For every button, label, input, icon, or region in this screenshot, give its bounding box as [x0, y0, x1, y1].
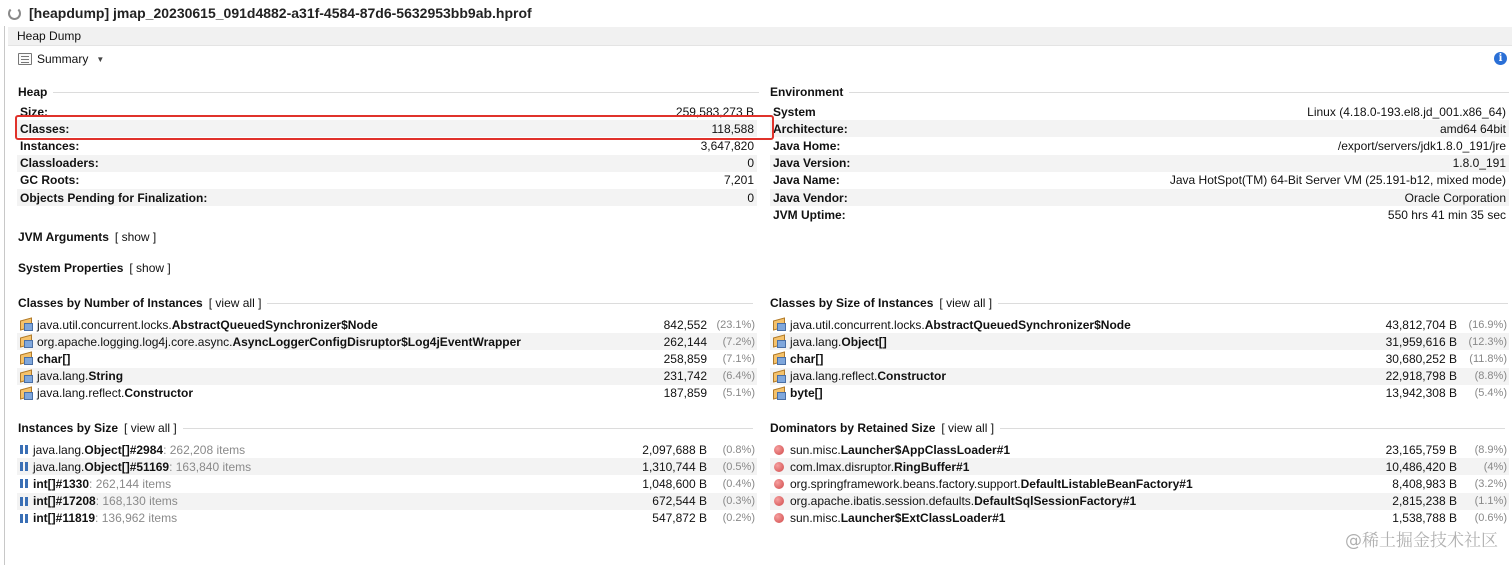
kv-key: GC Roots:	[20, 173, 80, 188]
left-border	[4, 26, 5, 565]
system-properties-title: System Properties	[18, 261, 124, 275]
list-item[interactable]	[17, 316, 757, 333]
instances-by-size-title: Instances by Size	[18, 421, 119, 435]
item-class: Constructor	[877, 369, 947, 384]
item-package: java.lang.reflect.	[37, 386, 125, 401]
item-class: byte[]	[790, 386, 823, 401]
list-item[interactable]	[770, 350, 1509, 367]
classes-by-instances-view-all-link[interactable]: [ view all ]	[208, 296, 262, 310]
instance-icon	[19, 478, 30, 489]
kv-row	[770, 103, 1509, 120]
kv-value: amd64 64bit	[1439, 121, 1506, 136]
item-value: 187,859	[663, 386, 707, 401]
item-name[interactable]	[770, 460, 969, 474]
item-value: 31,959,616 B	[1385, 334, 1457, 349]
item-value: 2,815,238 B	[1392, 494, 1457, 509]
item-count: : 262,208 items	[163, 442, 246, 457]
item-count: : 168,130 items	[95, 494, 178, 509]
kv-row	[770, 155, 1509, 172]
item-value: 13,942,308 B	[1385, 386, 1457, 401]
item-package: sun.misc.	[790, 442, 841, 457]
kv-value: 259,583,273 B	[675, 104, 754, 119]
classes-by-instances-section	[18, 296, 753, 310]
kv-key: Java Version:	[773, 156, 851, 171]
item-class: DefaultListableBeanFactory#1	[1020, 476, 1193, 491]
item-package: org.apache.logging.log4j.core.async.	[37, 334, 233, 349]
environment-title-text: Environment	[770, 85, 844, 99]
divider	[1000, 428, 1505, 429]
item-name[interactable]	[17, 386, 193, 400]
info-icon[interactable]: i	[1494, 52, 1507, 65]
classes-by-size-view-all-link[interactable]: [ view all ]	[939, 296, 993, 310]
item-value: 231,742	[663, 369, 707, 384]
item-value: 672,544 B	[652, 494, 707, 509]
kv-key: Instances:	[20, 138, 80, 153]
item-class: int[]#17208	[33, 494, 96, 509]
toolbar	[8, 48, 1512, 70]
item-percent: (3.2%)	[1474, 477, 1507, 490]
item-percent: (0.6%)	[1474, 512, 1507, 525]
item-name[interactable]	[770, 352, 823, 366]
kv-row	[770, 120, 1509, 137]
kv-key: Architecture:	[773, 121, 848, 136]
item-value: 547,872 B	[652, 511, 707, 526]
list-item[interactable]	[770, 475, 1509, 492]
kv-row	[770, 137, 1509, 154]
kv-row	[17, 189, 757, 206]
instances-by-size-section	[18, 421, 753, 435]
instance-icon	[19, 513, 30, 524]
kv-value: Linux (4.18.0-193.el8.jd_001.x86_64)	[1307, 104, 1506, 119]
list-item[interactable]	[770, 385, 1509, 402]
item-name[interactable]	[770, 443, 1010, 457]
divider	[267, 303, 753, 304]
kv-key: Classloaders:	[20, 156, 99, 171]
item-class: Launcher$AppClassLoader#1	[840, 442, 1011, 457]
item-package: sun.misc.	[790, 511, 841, 526]
item-name[interactable]	[770, 494, 1136, 508]
divider	[183, 428, 753, 429]
item-percent: (8.9%)	[1474, 443, 1507, 456]
item-class: char[]	[790, 351, 824, 366]
item-percent: (16.9%)	[1468, 318, 1507, 331]
item-name[interactable]	[17, 369, 123, 383]
item-name[interactable]	[17, 511, 177, 525]
item-count: : 262,144 items	[89, 476, 172, 491]
kv-value: 7,201	[723, 173, 754, 188]
class-icon	[19, 352, 33, 365]
class-icon	[19, 370, 33, 383]
instance-icon	[19, 444, 30, 455]
kv-value: Oracle Corporation	[1404, 190, 1506, 205]
item-package: java.lang.	[790, 334, 842, 349]
list-item[interactable]	[770, 493, 1509, 510]
item-class: int[]#1330	[33, 476, 90, 491]
item-percent: (11.8%)	[1469, 352, 1507, 365]
item-percent: (12.3%)	[1468, 335, 1507, 348]
instances-by-size-view-all-link[interactable]: [ view all ]	[124, 421, 177, 435]
item-percent: (0.3%)	[722, 495, 755, 508]
divider	[849, 92, 1509, 93]
item-package: java.lang.	[33, 442, 85, 457]
item-percent: (0.4%)	[722, 477, 755, 490]
item-name[interactable]	[770, 477, 1193, 491]
list-item[interactable]	[17, 441, 757, 458]
item-class: Object[]#2984	[84, 442, 164, 457]
item-package: java.lang.	[37, 369, 89, 384]
item-package: java.util.concurrent.locks.	[37, 317, 172, 332]
item-package: java.util.concurrent.locks.	[790, 317, 925, 332]
item-class: AbstractQueuedSynchronizer$Node	[171, 317, 378, 332]
item-name[interactable]	[17, 494, 178, 508]
classes-by-size-title: Classes by Size of Instances	[770, 296, 934, 310]
item-percent: (7.2%)	[722, 335, 755, 348]
kv-key: Java Vendor:	[773, 190, 848, 205]
loading-spinner-icon	[8, 7, 21, 20]
class-icon	[19, 335, 33, 348]
item-class: AbstractQueuedSynchronizer$Node	[924, 317, 1131, 332]
kv-value: 118,588	[711, 121, 754, 136]
highlight-box	[15, 115, 774, 140]
class-icon	[19, 387, 33, 400]
item-percent: (0.5%)	[722, 460, 755, 473]
item-name[interactable]	[17, 352, 70, 366]
kv-row	[17, 172, 757, 189]
heap-title-text: Heap	[18, 85, 48, 99]
item-package: java.lang.reflect.	[790, 369, 878, 384]
item-value: 258,859	[663, 351, 707, 366]
item-name[interactable]	[17, 335, 521, 349]
item-value: 2,097,688 B	[642, 442, 707, 457]
item-class: RingBuffer#1	[894, 459, 970, 474]
list-item[interactable]	[17, 458, 757, 475]
item-percent: (6.4%)	[722, 370, 755, 383]
instance-icon	[19, 461, 30, 472]
kv-row	[770, 206, 1509, 223]
window-title: [heapdump] jmap_20230615_091d4882-a31f-4584-87d6-5632953bb9ab.hprof	[29, 5, 532, 21]
list-item[interactable]	[770, 368, 1509, 385]
list-item[interactable]	[770, 316, 1509, 333]
kv-value: Java HotSpot(TM) 64-Bit Server VM (25.191-b12, mixed mode)	[1169, 173, 1506, 188]
class-icon	[772, 387, 786, 400]
kv-key: Objects Pending for Finalization:	[20, 190, 208, 205]
divider	[53, 92, 759, 93]
list-item[interactable]	[770, 510, 1509, 527]
summary-icon	[18, 53, 32, 65]
kv-row	[17, 155, 757, 172]
item-value: 8,408,983 B	[1392, 476, 1457, 491]
item-value: 1,310,744 B	[642, 459, 707, 474]
kv-value: /export/servers/jdk1.8.0_191/jre	[1337, 138, 1506, 153]
object-icon	[774, 462, 784, 472]
item-name[interactable]	[770, 386, 823, 400]
item-value: 30,680,252 B	[1385, 351, 1457, 366]
kv-row	[770, 172, 1509, 189]
list-item[interactable]	[770, 333, 1509, 350]
divider	[998, 303, 1508, 304]
item-class: String	[88, 369, 124, 384]
kv-key: Java Home:	[773, 138, 841, 153]
item-value: 842,552	[663, 317, 707, 332]
jvm-arguments-section	[18, 230, 156, 244]
class-icon	[19, 318, 33, 331]
item-name[interactable]	[17, 460, 251, 474]
item-percent: (0.8%)	[722, 443, 755, 456]
item-percent: (7.1%)	[722, 352, 755, 365]
item-class: Constructor	[124, 386, 194, 401]
item-package: java.lang.	[33, 459, 85, 474]
kv-key: JVM Uptime:	[773, 207, 846, 222]
kv-key: System	[773, 104, 816, 119]
item-name[interactable]	[770, 335, 887, 349]
item-value: 22,918,798 B	[1385, 369, 1457, 384]
item-package: com.lmax.disruptor.	[790, 459, 895, 474]
object-icon	[774, 496, 784, 506]
list-item[interactable]	[770, 458, 1509, 475]
item-value: 1,538,788 B	[1392, 511, 1457, 526]
item-class: DefaultSqlSessionFactory#1	[974, 494, 1137, 509]
system-properties-show-link[interactable]: [ show ]	[129, 261, 171, 275]
item-name[interactable]	[17, 443, 245, 457]
kv-value: 550 hrs 41 min 35 sec	[1387, 207, 1506, 222]
tab-heap-dump-label: Heap Dump	[17, 29, 82, 43]
jvm-arguments-title: JVM Arguments	[18, 230, 109, 244]
object-icon	[774, 513, 784, 523]
item-package: org.apache.ibatis.session.defaults.	[790, 494, 975, 509]
kv-key: Classes:	[20, 121, 70, 136]
kv-key: Java Name:	[773, 173, 840, 188]
item-count: : 163,840 items	[169, 459, 252, 474]
kv-value: 0	[747, 190, 754, 205]
classes-by-instances-title: Classes by Number of Instances	[18, 296, 203, 310]
dominators-title: Dominators by Retained Size	[770, 421, 936, 435]
instance-icon	[19, 496, 30, 507]
item-percent: (8.8%)	[1474, 370, 1507, 383]
window-title-bar	[0, 0, 1512, 26]
item-value: 262,144	[663, 334, 707, 349]
item-name[interactable]	[17, 477, 171, 491]
item-percent: (1.1%)	[1474, 495, 1507, 508]
item-percent: (23.1%)	[716, 318, 755, 331]
list-item[interactable]	[17, 385, 757, 402]
list-item[interactable]	[17, 368, 757, 385]
item-name[interactable]	[770, 511, 1005, 525]
class-icon	[772, 370, 786, 383]
item-value: 23,165,759 B	[1385, 442, 1457, 457]
dominators-section	[770, 421, 1505, 435]
jvm-arguments-show-link[interactable]: [ show ]	[114, 230, 157, 244]
item-count: : 136,962 items	[95, 511, 178, 526]
item-percent: (5.1%)	[722, 387, 755, 400]
item-name[interactable]	[770, 318, 1131, 332]
object-icon	[774, 479, 784, 489]
tab-heap-dump[interactable]	[8, 27, 1512, 46]
list-item[interactable]	[17, 350, 757, 367]
list-item[interactable]	[17, 493, 757, 510]
object-icon	[774, 445, 784, 455]
kv-key: Size:	[20, 104, 49, 119]
item-name[interactable]	[17, 318, 378, 332]
list-item[interactable]	[17, 475, 757, 492]
kv-value: 0	[747, 156, 754, 171]
item-class: Object[]#51169	[84, 459, 170, 474]
item-value: 43,812,704 B	[1385, 317, 1457, 332]
item-class: Object[]	[841, 334, 887, 349]
item-class: int[]#11819	[33, 511, 96, 526]
chevron-down-icon[interactable]: ▼	[96, 54, 105, 64]
list-item[interactable]	[17, 333, 757, 350]
item-class: Launcher$ExtClassLoader#1	[840, 511, 1006, 526]
item-class: char[]	[37, 351, 71, 366]
item-value: 1,048,600 B	[642, 476, 707, 491]
environment-section-title	[770, 85, 1509, 99]
heap-section-title	[18, 85, 759, 99]
item-class: AsyncLoggerConfigDisruptor$Log4jEventWrapper	[232, 334, 521, 349]
kv-value: 1.8.0_191	[1452, 156, 1506, 171]
item-value: 10,486,420 B	[1385, 459, 1457, 474]
item-percent: (5.4%)	[1474, 387, 1507, 400]
classes-by-size-section	[770, 296, 1508, 310]
class-icon	[772, 352, 786, 365]
kv-value: 3,647,820	[700, 138, 754, 153]
list-item[interactable]	[770, 441, 1509, 458]
item-percent: (4%)	[1483, 460, 1507, 473]
class-icon	[772, 318, 786, 331]
item-percent: (0.2%)	[722, 512, 755, 525]
kv-row	[770, 189, 1509, 206]
watermark: @稀土掘金技术社区	[1345, 531, 1498, 551]
view-select-label[interactable]: Summary	[37, 52, 89, 66]
dominators-view-all-link[interactable]: [ view all ]	[941, 421, 995, 435]
item-package: org.springframework.beans.factory.support.	[790, 476, 1021, 491]
system-properties-section	[18, 261, 171, 275]
list-item[interactable]	[17, 510, 757, 527]
class-icon	[772, 335, 786, 348]
item-name[interactable]	[770, 369, 946, 383]
